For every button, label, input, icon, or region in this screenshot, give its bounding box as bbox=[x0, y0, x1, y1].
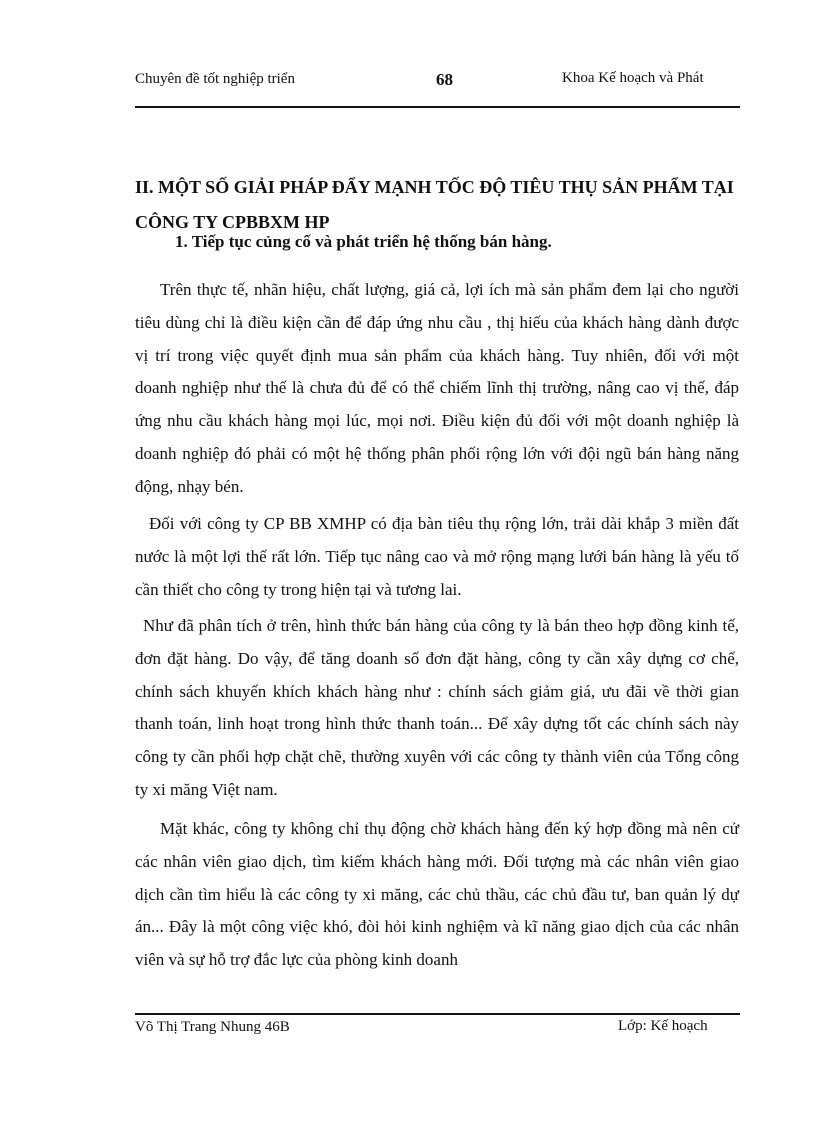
page-number: 68 bbox=[436, 70, 453, 89]
footer-class: Lớp: Kế hoạch bbox=[618, 1018, 708, 1034]
header-title-left: Chuyên đề tốt nghiệp triển bbox=[135, 71, 295, 87]
paragraph-1: Trên thực tế, nhãn hiệu, chất lượng, giá cả, lợi ích mà sản phẩm đem lại cho người tiêu dùng chỉ là điều kiện cần để đáp ứng nhu cầu , thị hiếu của khách hàng dành được vị trí trong việc quyết định mua sản phẩm của khách hàng. Tuy nhiên, đối với một doanh nghiệp như thế là chưa đủ để có thể chiếm lĩnh thị trường, nâng cao vị thế, đáp ứng nhu cầu khách hàng mọi lúc, mọi nơi. Điều kiện đủ đối với một doanh nghiệp là doanh nghiệp đó phải có một hệ thống phân phối rộng lớn với đội ngũ bán hàng năng động, nhạy bén. bbox=[135, 280, 739, 496]
subsection-heading: 1. Tiếp tục củng cố và phát triển hệ thống bán hàng. bbox=[175, 232, 552, 251]
paragraph-4: Mặt khác, công ty không chỉ thụ động chờ khách hàng đến ký hợp đồng mà nên cử các nhân viên giao dịch, tìm kiếm khách hàng mới. Đối tượng mà các nhân viên giao dịch cần tìm hiểu là các công ty xi măng, các chủ thầu, các chủ đầu tư, ban quản lý dự án... Đây là một công việc khó, đòi hỏi kinh nghiệm và kĩ năng giao dịch của các nhân viên và sự hỗ trợ đắc lực của phòng kinh doanh bbox=[135, 819, 739, 970]
paragraph-3: Như đã phân tích ở trên, hình thức bán hàng của công ty là bán theo hợp đồng kinh tế, đơn đặt hàng. Do vậy, để tăng doanh số đơn đặt hàng, công ty cần xây dựng cơ chế, chính sách khuyến khích khách hàng như : chính sách giảm giá, ưu đãi về thời gian thanh toán, linh hoạt trong hình thức thanh toán... Để xây dựng tốt các chính sách này công ty cần phối hợp chặt chẽ, thường xuyên với các công ty thành viên của Tổng công ty xi măng Việt nam. bbox=[135, 616, 739, 799]
section-heading: II. MỘT SỐ GIẢI PHÁP ĐẨY MẠNH TỐC ĐỘ TIÊU THỤ SẢN PHẨM TẠI CÔNG TY CPBBXM HP bbox=[135, 177, 734, 232]
footer-author: Võ Thị Trang Nhung 46B bbox=[135, 1019, 290, 1035]
header-title-right: Khoa Kế hoạch và Phát bbox=[562, 70, 704, 86]
footer-divider bbox=[135, 1013, 740, 1015]
paragraph-2: Đối với công ty CP BB XMHP có địa bàn tiêu thụ rộng lớn, trải dài khắp 3 miền đất nước là một lợi thế rất lớn. Tiếp tục nâng cao và mở rộng mạng lưới bán hàng là yếu tố cần thiết cho công ty trong hiện tại và tương lai. bbox=[135, 514, 739, 599]
header-divider bbox=[135, 106, 740, 108]
